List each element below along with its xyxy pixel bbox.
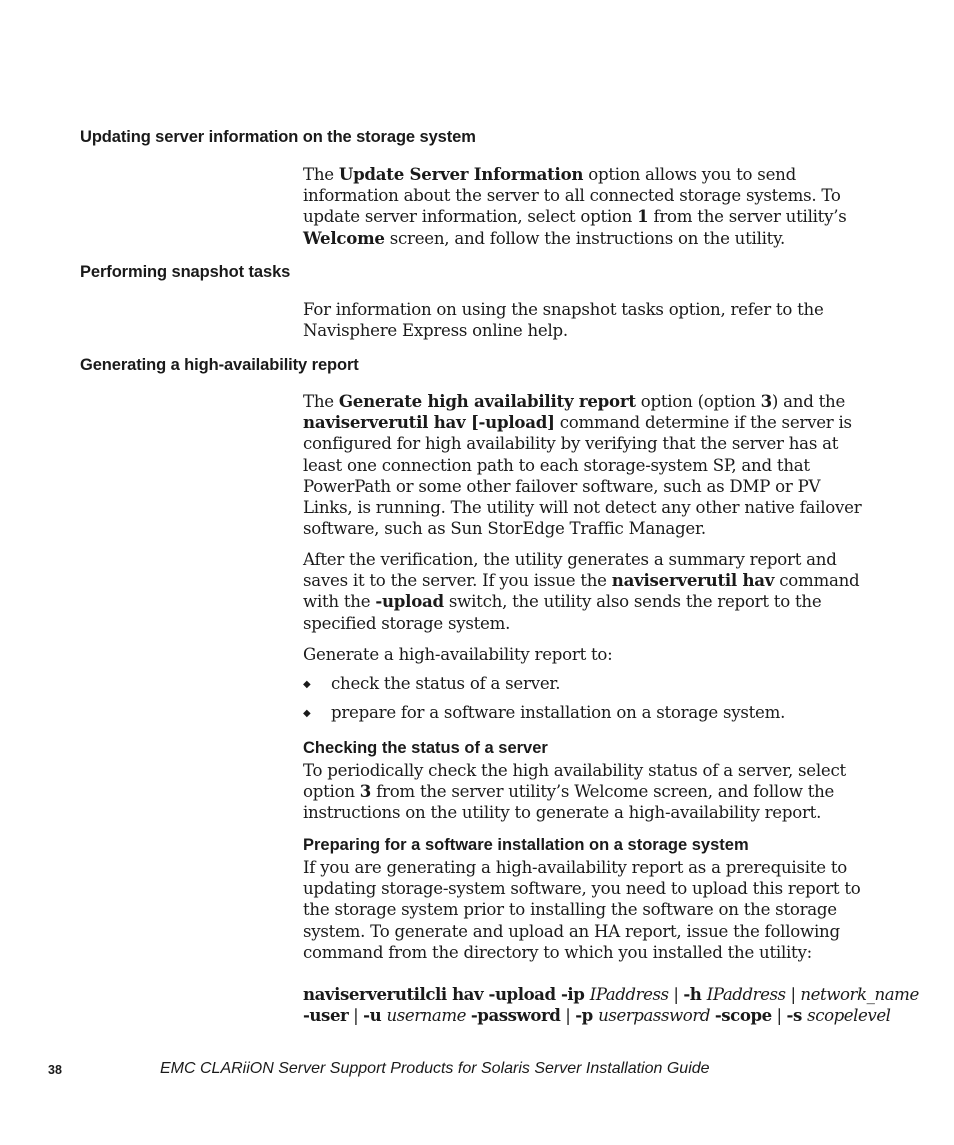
section-heading-ha-report: Generating a high-availability report — [80, 356, 359, 374]
bold-term: Update Server Information — [338, 164, 584, 184]
cmd-separator: | — [673, 985, 684, 1004]
paragraph-checking — [303, 760, 863, 824]
cmd-keyword: -scope — [714, 1005, 772, 1026]
cmd-param: scopelevel — [807, 1006, 891, 1026]
cmd-param: userpassword — [598, 1006, 715, 1026]
cmd-keyword: -u — [363, 1005, 387, 1026]
bold-term: naviserverutil hav — [611, 570, 775, 591]
cmd-separator: | — [785, 985, 801, 1004]
paragraph-update-server — [303, 164, 863, 249]
bullet-diamond-icon: ◆ — [303, 679, 311, 690]
bullet-diamond-icon: ◆ — [303, 708, 311, 719]
cmd-param: network_name — [800, 985, 919, 1004]
text-run: ) and the — [771, 392, 846, 411]
bold-term: naviserverutil hav [-upload] — [303, 412, 555, 433]
paragraph-ha-report-3 — [303, 644, 863, 665]
text-run: command with the — [303, 571, 860, 612]
cmd-separator: | — [771, 1006, 787, 1026]
bold-term: Generate high availability report — [338, 391, 636, 411]
cmd-keyword: -s — [786, 1005, 808, 1026]
subsection-heading-preparing: Preparing for a software installation on a storage system — [303, 836, 749, 854]
cmd-param: IPaddress — [589, 985, 674, 1004]
cmd-keyword: naviserverutilcli hav -upload -ip — [303, 984, 590, 1004]
cmd-separator: | — [560, 1006, 576, 1026]
subsection-heading-checking: Checking the status of a server — [303, 739, 548, 757]
paragraph-ha-report-1 — [303, 391, 863, 539]
text-run: The — [303, 165, 339, 184]
cmd-separator: | — [348, 1006, 364, 1026]
paragraph-text: If you are generating a high-availability report as a prerequisite to updating storage-system software, you need to upload this report to the storage system prior to installing the software on the storage system. To generate and upload an HA report, issue the following command from the directory to which you installed the utility: — [303, 858, 861, 962]
text-run: The — [303, 392, 339, 411]
cmd-keyword: -p — [575, 1005, 599, 1026]
bold-term: -upload — [375, 591, 444, 612]
footer-document-title: EMC CLARiiON Server Support Products for Solaris Server Installation Guide — [160, 1060, 710, 1077]
text-run: After the verification, the utility generates a summary report and saves it to the server. If you issue the — [303, 550, 837, 591]
text-run: screen, and follow the instructions on the utility. — [384, 228, 786, 248]
text-run: option allows you to send information about the server to all connected storage systems. To update server information, select option — [303, 165, 841, 227]
text-run: from the server utility’s Welcome screen, and follow the instructions on the utility to generate a high-availability report. — [303, 782, 835, 823]
bold-term: 1 — [637, 206, 649, 227]
paragraph-ha-report-2 — [303, 549, 863, 634]
text-run: To periodically check the high availability status of a server, select option — [303, 761, 846, 802]
section-heading-snapshot: Performing snapshot tasks — [80, 263, 291, 281]
cmd-keyword: -password — [470, 1005, 561, 1026]
paragraph-snapshot — [303, 299, 863, 341]
text-run: command determine if the server is configured for high availability by verifying that the server has at least one connection path to each storage-system SP, and that PowerPath or some other failover software, such as DMP or PV Links, is running. The utility will not detect any other native failover software, such as Sun StorEdge Traffic Manager. — [303, 413, 862, 539]
paragraph-text: For information on using the snapshot tasks option, refer to the Navisphere Express online help. — [303, 300, 824, 341]
text-run: switch, the utility also sends the report to the specified storage system. — [303, 592, 822, 633]
command-line-1 — [303, 984, 919, 1005]
cmd-param: username — [386, 1006, 471, 1026]
cmd-keyword: -h — [683, 984, 707, 1004]
bullet-text: check the status of a server. — [331, 674, 561, 693]
cmd-keyword: -user — [303, 1005, 349, 1026]
section-heading-update-server: Updating server information on the storage system — [80, 128, 476, 146]
page-number: 38 — [48, 1063, 62, 1077]
text-run: from the server utility’s — [648, 207, 847, 227]
text-run: option (option — [635, 392, 761, 411]
bold-term: 3 — [760, 391, 772, 411]
bold-term: 3 — [359, 781, 372, 802]
cmd-param: IPaddress — [706, 985, 786, 1004]
command-line-2 — [303, 1005, 891, 1026]
paragraph-text: Generate a high-availability report to: — [303, 645, 613, 664]
bold-term: Welcome — [303, 227, 385, 248]
paragraph-preparing — [303, 857, 863, 963]
command-syntax — [303, 984, 919, 1026]
bullet-text: prepare for a software installation on a storage system. — [331, 703, 786, 722]
